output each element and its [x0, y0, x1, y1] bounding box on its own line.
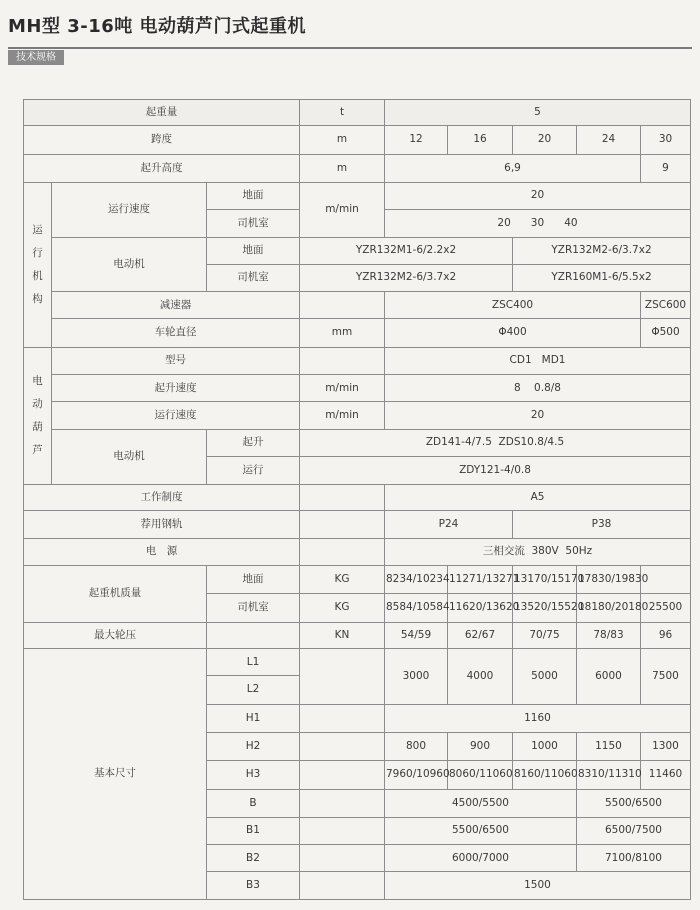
- wheel-load-value: 78/83: [577, 622, 641, 648]
- travel-speed-ground-label: 地面: [207, 182, 300, 209]
- wheel-load-value: 54/59: [385, 622, 448, 648]
- travel-speed-cab-label: 司机室: [207, 210, 300, 237]
- dim-l-value: 4000: [448, 648, 513, 704]
- capacity-unit: t: [300, 100, 385, 126]
- travel-mechanism-group: 运行机构: [24, 182, 52, 347]
- title-divider: [8, 47, 692, 49]
- spec-table: [23, 99, 691, 900]
- power-value: 三相交流 380V 50Hz: [385, 538, 691, 565]
- wheel-diameter-value: Φ500: [641, 319, 691, 347]
- wheel-load-unit: KN: [300, 622, 385, 648]
- dim-b2-value: 7100/8100: [577, 845, 691, 872]
- dim-h3-value: 8160/11060: [513, 761, 577, 789]
- dim-b3-label: B3: [207, 872, 300, 900]
- section-tag: 技术规格: [8, 50, 64, 65]
- lift-height-value: 6,9: [385, 154, 641, 182]
- span-value: 20: [513, 126, 577, 154]
- row-mass-ground: [24, 566, 691, 594]
- span-unit: m: [300, 126, 385, 154]
- travel-speed-ground-value: 20: [385, 182, 691, 209]
- duty-label: 工作制度: [24, 485, 300, 511]
- hoist-run-speed-value: 20: [385, 402, 691, 429]
- duty-value: A5: [385, 485, 691, 511]
- row-travel-motor-ground: [24, 237, 691, 264]
- row-hoist-speed: [24, 375, 691, 402]
- travel-motor-label: 电动机: [52, 237, 207, 292]
- row-lift-height: [24, 154, 691, 182]
- hoist-motor-label: 电动机: [52, 429, 207, 485]
- span-value: 30: [641, 126, 691, 154]
- mass-label: 起重机质量: [24, 566, 207, 623]
- lift-height-value: 9: [641, 154, 691, 182]
- row-hoist-motor-lift: [24, 429, 691, 456]
- capacity-label: 起重量: [24, 100, 300, 126]
- dim-l1-label: L1: [207, 648, 300, 675]
- dim-b2-value: 6000/7000: [385, 845, 577, 872]
- hoist-model-value: CD1 MD1: [385, 347, 691, 374]
- row-wheel-diameter: [24, 319, 691, 347]
- power-label: 电 源: [24, 538, 300, 565]
- dims-label: 基本尺寸: [24, 648, 207, 899]
- travel-motor-ground-label: 地面: [207, 237, 300, 264]
- lift-height-label: 起升高度: [24, 154, 300, 182]
- mass-cab-value: 13520/15520: [513, 594, 577, 622]
- dim-b1-value: 6500/7500: [577, 817, 691, 844]
- dim-l-value: 7500: [641, 648, 691, 704]
- rail-value: P24: [385, 511, 513, 538]
- span-value: 12: [385, 126, 448, 154]
- dim-h3-value: 8060/11060: [448, 761, 513, 789]
- dim-h3-value: 8310/11310: [577, 761, 641, 789]
- mass-ground-label: 地面: [207, 566, 300, 594]
- dim-h2-value: 1150: [577, 732, 641, 760]
- reducer-value: ZSC400: [385, 292, 641, 319]
- travel-motor-cab-b: YZR160M1-6/5.5x2: [513, 264, 691, 291]
- hoist-motor-lift-value: ZD141-4/7.5 ZDS10.8/4.5: [300, 429, 691, 456]
- mass-ground-value: 17830/19830: [577, 566, 641, 594]
- mass-cab-value: 8584/10584: [385, 594, 448, 622]
- dim-b2-label: B2: [207, 845, 300, 872]
- wheel-load-value: 62/67: [448, 622, 513, 648]
- span-label: 跨度: [24, 126, 300, 154]
- row-reducer: [24, 292, 691, 319]
- travel-motor-ground-a: YZR132M1-6/2.2x2: [300, 237, 513, 264]
- hoist-motor-run-label: 运行: [207, 456, 300, 484]
- row-max-wheel-load: [24, 622, 691, 648]
- dim-h2-label: H2: [207, 732, 300, 760]
- travel-motor-ground-b: YZR132M2-6/3.7x2: [513, 237, 691, 264]
- travel-speed-cab-value: 20 30 40: [385, 210, 691, 237]
- hoist-run-speed-unit: m/min: [300, 402, 385, 429]
- travel-speed-unit: m/min: [300, 182, 385, 237]
- dim-l2-label: L2: [207, 676, 300, 704]
- hoist-motor-lift-label: 起升: [207, 429, 300, 456]
- mass-ground-value: [641, 566, 691, 594]
- row-travel-speed-ground: [24, 182, 691, 209]
- mass-cab-value: 18180/20180: [577, 594, 641, 622]
- hoist-motor-run-value: ZDY121-4/0.8: [300, 456, 691, 484]
- capacity-value: 5: [385, 100, 691, 126]
- mass-ground-value: 13170/15170: [513, 566, 577, 594]
- row-hoist-run-speed: [24, 402, 691, 429]
- row-dim-l1: [24, 648, 691, 675]
- wheel-load-label: 最大轮压: [24, 622, 207, 648]
- mass-cab-value: 11620/13620: [448, 594, 513, 622]
- row-rail: [24, 511, 691, 538]
- electric-hoist-group: 电动葫芦: [24, 347, 52, 485]
- wheel-load-value: 70/75: [513, 622, 577, 648]
- wheel-diameter-value: Φ400: [385, 319, 641, 347]
- wheel-diameter-unit: mm: [300, 319, 385, 347]
- wheel-diameter-label: 车轮直径: [52, 319, 300, 347]
- mass-ground-value: 11271/13271: [448, 566, 513, 594]
- dim-h2-value: 1300: [641, 732, 691, 760]
- reducer-label: 减速器: [52, 292, 300, 319]
- row-hoist-model: [24, 347, 691, 374]
- row-span: [24, 126, 691, 154]
- dim-h3-label: H3: [207, 761, 300, 789]
- span-value: 16: [448, 126, 513, 154]
- hoist-speed-unit: m/min: [300, 375, 385, 402]
- mass-ground-unit: KG: [300, 566, 385, 594]
- dim-l-value: 6000: [577, 648, 641, 704]
- travel-motor-cab-a: YZR132M2-6/3.7x2: [300, 264, 513, 291]
- dim-b3-value: 1500: [385, 872, 691, 900]
- dim-b-label: B: [207, 789, 300, 817]
- travel-motor-cab-label: 司机室: [207, 264, 300, 291]
- dim-b-value: 5500/6500: [577, 789, 691, 817]
- row-capacity: [24, 100, 691, 126]
- dim-l-value: 3000: [385, 648, 448, 704]
- page-title: MH型 3-16吨 电动葫芦门式起重机: [8, 16, 307, 37]
- span-value: 24: [577, 126, 641, 154]
- mass-cab-unit: KG: [300, 594, 385, 622]
- dim-h2-value: 900: [448, 732, 513, 760]
- mass-ground-value: 8234/10234: [385, 566, 448, 594]
- hoist-speed-value: 8 0.8/8: [385, 375, 691, 402]
- rail-label: 荐用钢轨: [24, 511, 300, 538]
- dim-b1-value: 5500/6500: [385, 817, 577, 844]
- lift-height-unit: m: [300, 154, 385, 182]
- dim-b1-label: B1: [207, 817, 300, 844]
- hoist-run-speed-label: 运行速度: [52, 402, 300, 429]
- hoist-speed-label: 起升速度: [52, 375, 300, 402]
- reducer-value: ZSC600: [641, 292, 691, 319]
- row-power: [24, 538, 691, 565]
- dim-h3-value: 11460: [641, 761, 691, 789]
- travel-speed-label: 运行速度: [52, 182, 207, 237]
- dim-h2-value: 800: [385, 732, 448, 760]
- dim-h2-value: 1000: [513, 732, 577, 760]
- dim-l-value: 5000: [513, 648, 577, 704]
- hoist-model-label: 型号: [52, 347, 300, 374]
- rail-value: P38: [513, 511, 691, 538]
- dim-h1-value: 1160: [385, 704, 691, 732]
- mass-cab-value: 25500: [641, 594, 691, 622]
- dim-b-value: 4500/5500: [385, 789, 577, 817]
- row-duty: [24, 485, 691, 511]
- dim-h1-label: H1: [207, 704, 300, 732]
- mass-cab-label: 司机室: [207, 594, 300, 622]
- dim-h3-value: 7960/10960: [385, 761, 448, 789]
- wheel-load-value: 96: [641, 622, 691, 648]
